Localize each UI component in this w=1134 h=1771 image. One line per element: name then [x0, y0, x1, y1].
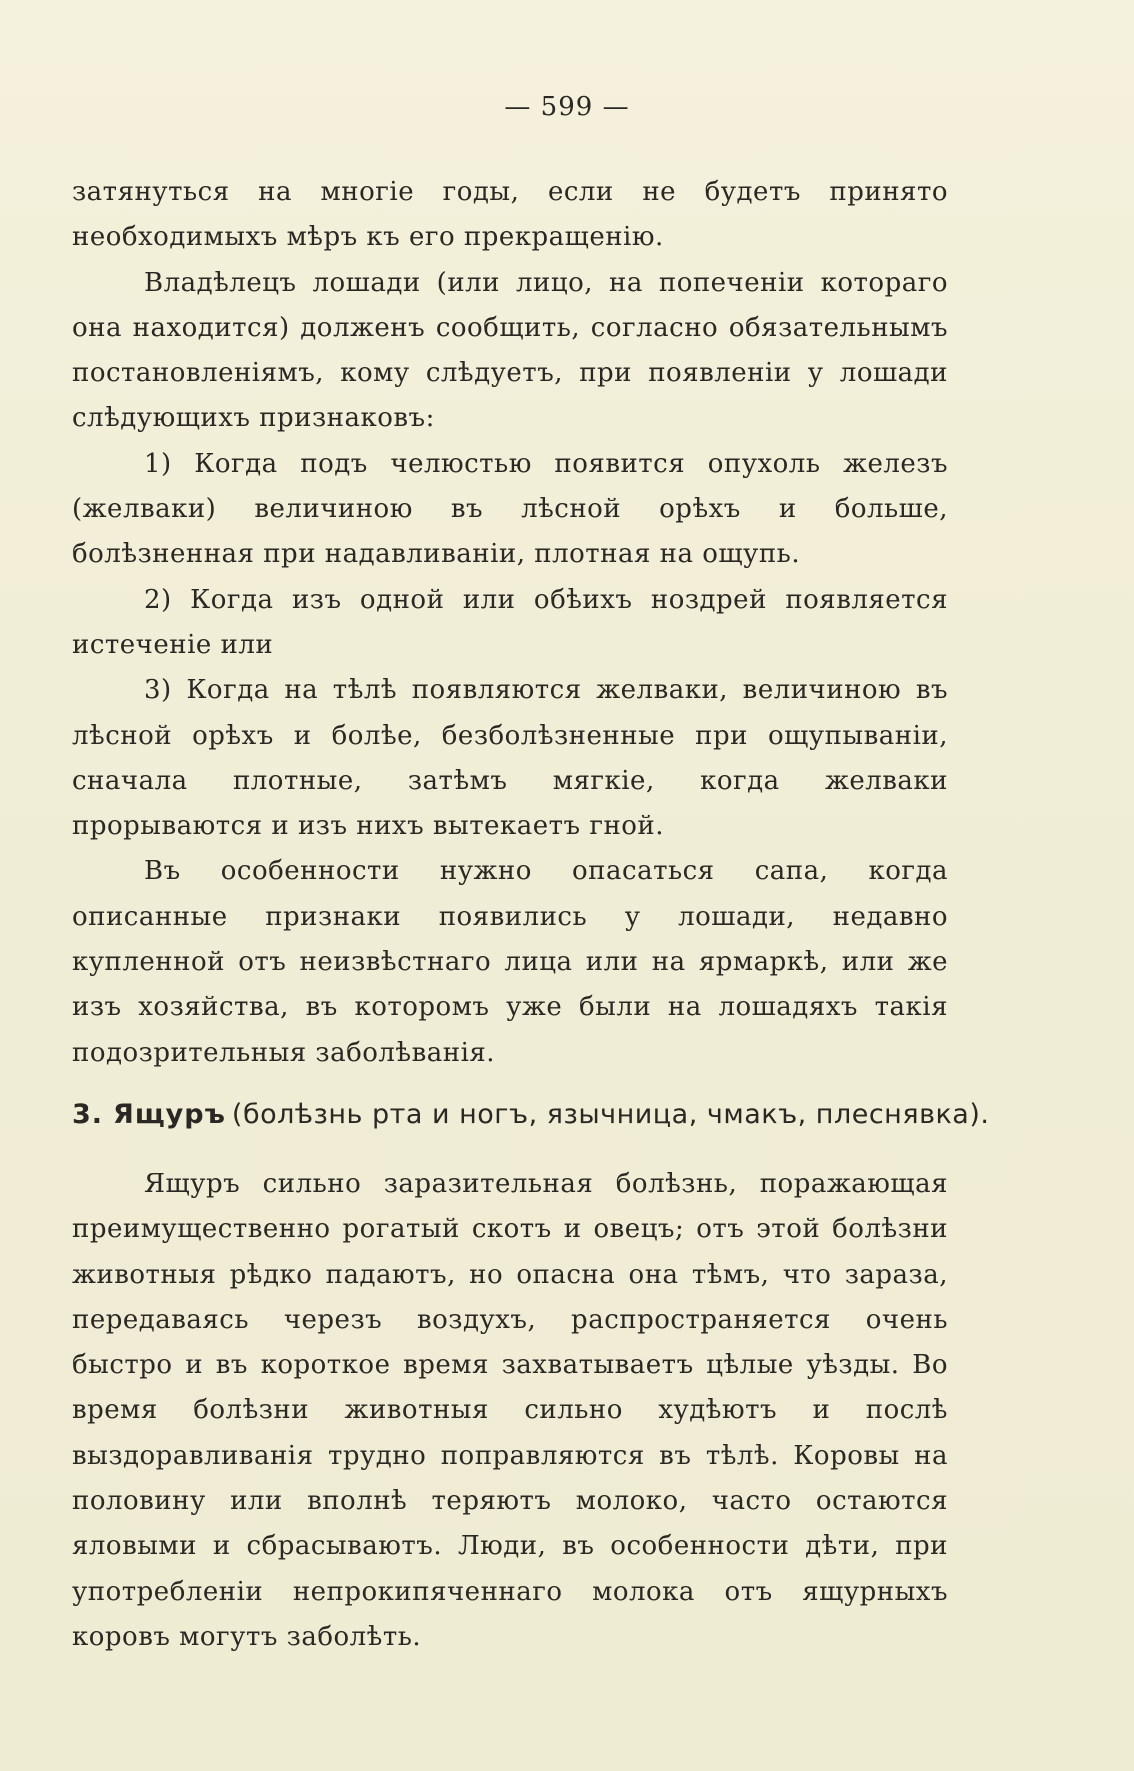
section-heading: [72, 1095, 990, 1135]
section-term: Ящуръ: [113, 1099, 226, 1130]
list-item: 2) Когда изъ одной или обѣихъ ноздрей появляется истеченіе или: [72, 584, 948, 660]
section-number: 3.: [72, 1099, 104, 1130]
page-number: — 599 —: [504, 92, 630, 122]
section-description: (болѣзнь рта и ногъ, язычница, чмакъ, плеснявка).: [231, 1099, 990, 1130]
list-item: 3) Когда на тѣлѣ появляются желваки, величиною въ лѣсной орѣхъ и болѣе, безболѣзненные при ощупываніи, сначала плотные, затѣмъ мягкіе, когда желваки прорываются и изъ нихъ вытекаетъ гной.: [72, 675, 948, 842]
paragraph: затянуться на многіе годы, если не будетъ принято необходимыхъ мѣръ къ его прекращенію.: [72, 177, 948, 253]
list-item: 1) Когда подъ челюстью появится опухоль железъ (желваки) величиною въ лѣсной орѣхъ и больше, болѣзненная при надавливаніи, плотная на ощупь.: [72, 448, 948, 570]
paragraph: Владѣлецъ лошади (или лицо, на попеченіи котораго она находится) долженъ сообщить, согласно обязательнымъ постановленіямъ, кому слѣдуетъ, при появленіи у лошади слѣдующихъ признаковъ:: [72, 267, 948, 434]
paragraph: Ящуръ сильно заразительная болѣзнь, поражающая преимущественно рогатый скотъ и овецъ; отъ этой болѣзни животныя рѣдко падаютъ, но опасна она тѣмъ, что зараза, передаваясь черезъ воздухъ, распространяется очень быстро и въ короткое время захватываетъ цѣлые уѣзды. Во время болѣзни животныя сильно худѣютъ и послѣ выздоравливанія трудно поправляются въ тѣлѣ. Коровы на половину или вполнѣ теряютъ молоко, часто остаются яловыми и сбрасываютъ. Люди, въ особенности дѣти, при употребленіи непрокипяченнаго молока отъ ящурныхъ коровъ могутъ заболѣть.: [72, 1169, 948, 1652]
paragraph: Въ особенности нужно опасаться сапа, когда описанные признаки появились у лошади, недавно купленной отъ неизвѣстнаго лица или на ярмаркѣ, или же изъ хозяйства, въ которомъ уже были на лошадяхъ такія подозрительныя заболѣванія.: [72, 856, 948, 1068]
body-text-upper: [72, 170, 948, 1076]
body-text-lower: [72, 1162, 948, 1660]
